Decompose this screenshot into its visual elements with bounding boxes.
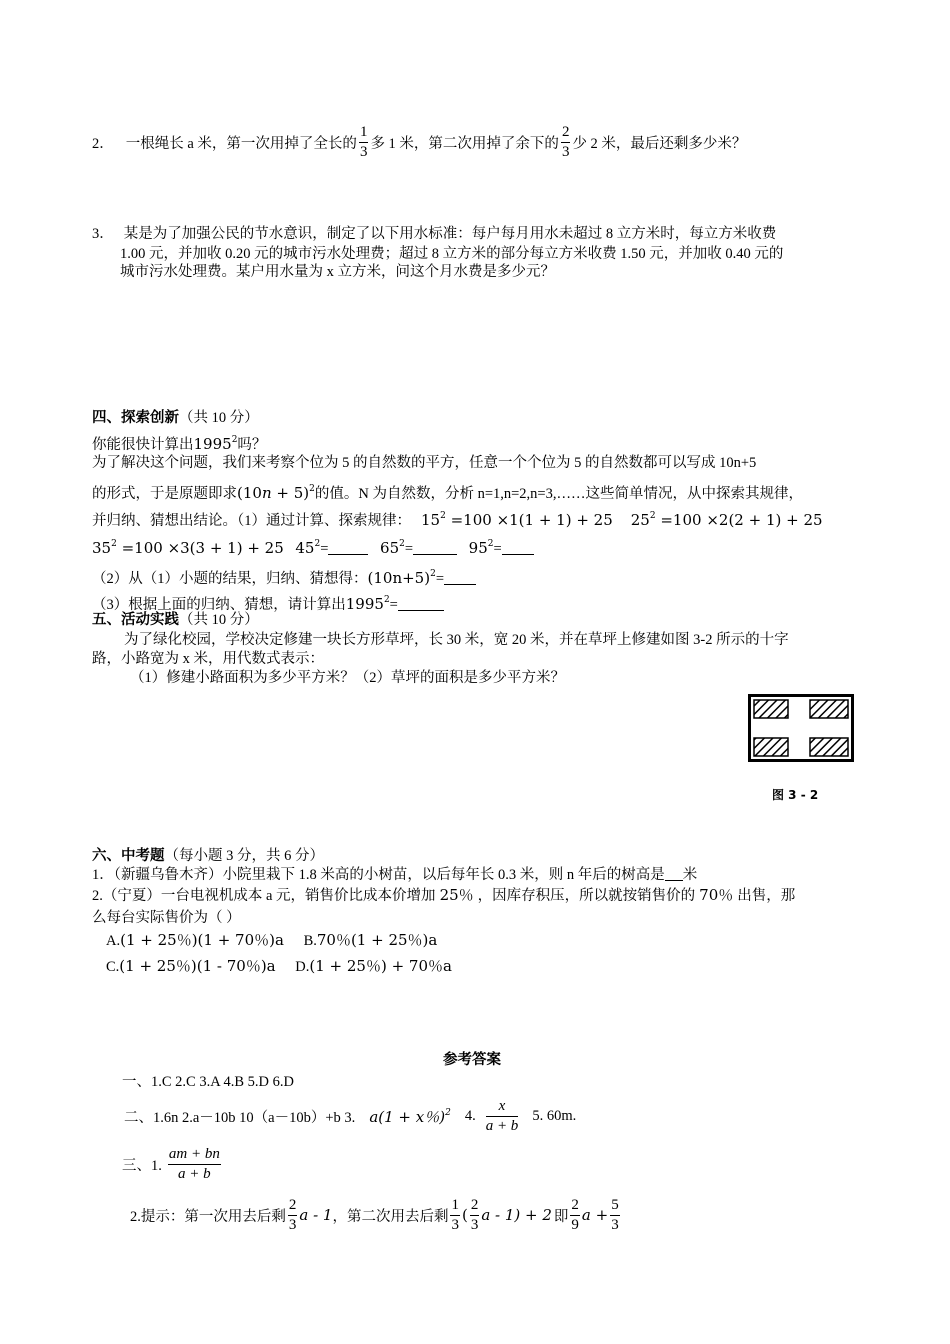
options-row-2: [106, 956, 452, 977]
answers-hint: [130, 1192, 622, 1238]
math-expr-65: $65^2$: [380, 539, 405, 557]
section-5-line2: 路，小路宽为 x 米，用代数式表示：: [92, 651, 324, 667]
math-expr: 1995$^2$: [345, 595, 390, 613]
equals: =: [320, 541, 329, 557]
math-expr: 1995$^2$: [193, 435, 238, 453]
answers-part-3: [122, 1142, 223, 1186]
answer-blank[interactable]: [665, 866, 683, 881]
lawn-bottom-left: [754, 738, 788, 756]
fraction: $\frac{2}{3}$: [561, 123, 570, 160]
text: 三、1.: [122, 1157, 162, 1174]
answer-blank[interactable]: [502, 540, 534, 555]
percent-value: 70％: [699, 886, 734, 904]
lawn-bottom-right: [810, 738, 848, 756]
question-text: 某是为了加强公民的节水意识，制定了以下用水标准：每户每月用水未超过 8 立方米时，每立方米收费: [123, 226, 777, 242]
fraction: $\frac{1}{3}$: [359, 123, 368, 160]
equals: =: [435, 571, 444, 587]
fraction: $\frac{2}{9}$: [571, 1196, 579, 1233]
math-expr-35: $35^2 =100 \times 3(3 + 1) + 25$: [92, 539, 284, 557]
section-6-q2: [92, 885, 795, 906]
math-expr: a(1 + x％)$^2$: [369, 1107, 451, 1126]
text: 吗？: [237, 437, 267, 453]
question-text: 多 1 米，第二次用掉了余下的: [370, 135, 559, 152]
text: 米: [682, 867, 698, 883]
equals: =: [389, 597, 398, 613]
math-expr: a - 1) + 2: [481, 1206, 552, 1224]
section-score: （共 10 分）: [179, 612, 259, 628]
math-expr: (: [461, 1206, 468, 1224]
question-number: 3．: [92, 226, 114, 242]
text: （2）从（1）小题的结果，归纳、猜想得：: [92, 571, 368, 587]
math-expr-45: $45^2$: [295, 539, 321, 557]
fraction: $\frac{2}{3}$: [288, 1196, 297, 1233]
text: 的值。N 为自然数，分析 n=1,n=2,n=3,……这些简单情况，从中探索其规律，: [314, 486, 803, 502]
text: 1．（新疆乌鲁木齐）小院里栽下 1.8 米高的小树苗，以后每年长 0.3 米，则 n 年后的树高是: [92, 867, 665, 883]
lawn-top-left: [754, 700, 788, 718]
option-a[interactable]: A.(1 + 25％)(1 + 70％)a: [106, 931, 284, 949]
fraction: $\frac{am + bn}{a + b}$: [168, 1145, 220, 1182]
question-number: 2．: [92, 135, 114, 152]
option-d[interactable]: D.(1 + 25％) + 70％a: [295, 957, 452, 975]
text: 4.: [464, 1107, 476, 1124]
section-score: （每小题 3 分，共 6 分）: [164, 848, 324, 864]
fraction: $\frac{5}{3}$: [611, 1196, 619, 1233]
question-text: 少 2 米，最后还剩多少米？: [572, 135, 747, 152]
section-title: 四、探索创新: [92, 410, 179, 426]
section-4-line2: 为了解决这个问题，我们来考察个位为 5 的自然数的平方，任意一个个位为 5 的自然数都可以写成 10n+5: [92, 455, 757, 471]
text: 你能很快计算出: [92, 437, 194, 453]
text: 2.（宁夏）一台电视机成本 a 元，销售价比成本价增加: [92, 888, 436, 904]
math-expr: $(10n+5)^2$: [367, 569, 436, 587]
equals: =: [404, 541, 414, 557]
question-3-line3: 城市污水处理费。某户用水量为 x 立方米，问这个月水费是多少元？: [120, 264, 555, 280]
lawn-top-right: [810, 700, 848, 718]
section-4-line5: [92, 534, 534, 559]
section-6-heading: [92, 846, 324, 866]
question-text: 一根绳长 a 米，第一次用掉了全长的: [125, 135, 357, 152]
section-5-line1: 为了绿化校园，学校决定修建一块长方形草坪，长 30 米，宽 20 米，并在草坪上修建如图 3-2 所示的十字: [124, 632, 789, 648]
section-6-q1: [92, 865, 697, 885]
math-expr: a - 1: [299, 1206, 333, 1224]
text: 5. 60m.: [532, 1107, 577, 1124]
text: 2.提示：第一次用去后剩: [130, 1208, 286, 1225]
text: ，因库存积压，所以就按销售价的: [477, 888, 696, 904]
figure-caption: 图 3 - 2: [772, 788, 819, 802]
equals: =: [493, 541, 502, 557]
question-3-line2: 1.00 元，并加收 0.20 元的城市污水处理费；超过 8 立方米的部分每立方米收费 1.50 元，并加收 0.40 元的: [120, 246, 784, 262]
section-score: （共 10 分）: [179, 410, 259, 426]
option-c[interactable]: C.(1 + 25％)(1 - 70％)a: [106, 957, 276, 975]
section-5-line3: （1）修建小路面积为多少平方米？（2）草坪的面积是多少平方米？: [130, 670, 565, 686]
fraction: $\frac{x}{a + b}$: [485, 1097, 519, 1134]
text: 的形式，于是原题即求: [92, 486, 237, 502]
answer-blank[interactable]: [413, 540, 457, 555]
option-b[interactable]: B.70％(1 + 25％)a: [303, 931, 438, 949]
text: ，第二次用去后剩: [332, 1208, 449, 1225]
section-4-line6: [92, 564, 476, 589]
figure-3-2: [748, 694, 854, 762]
text: 二、1.6n 2.a－10b 10（a－10b）+b 3.: [124, 1109, 356, 1126]
question-2: [92, 120, 746, 164]
section-4-heading: [92, 408, 259, 428]
percent-value: 25％: [439, 886, 474, 904]
question-3: [92, 224, 776, 244]
math-expr-25: $25^2 =100 \times 2(2 + 1) + 25$: [630, 511, 823, 529]
answers-part-1: 一、1.C 2.C 3.A 4.B 5.D 6.D: [122, 1074, 295, 1090]
section-4-line1: [92, 430, 266, 455]
options-row-1: [106, 930, 437, 951]
section-title: 六、中考题: [92, 848, 165, 864]
section-6-q2-line2: 么每台实际售价为（ ）: [92, 910, 241, 926]
text: 并归纳、猜想出结论。（1）通过计算、探索规律：: [92, 513, 411, 529]
math-expr-15: $15^2 =100 \times 1(1 + 1) + 25$: [421, 511, 613, 529]
answer-blank[interactable]: [444, 570, 476, 585]
answer-blank[interactable]: [328, 540, 368, 555]
text: （3）根据上面的归纳、猜想，请计算出: [92, 597, 346, 613]
section-5-heading: [92, 610, 259, 630]
text: 即: [553, 1208, 569, 1225]
fraction: $\frac{2}{3}$: [470, 1196, 479, 1233]
math-expr-95: $95^2$: [468, 539, 494, 557]
fraction: $\frac{1}{3}$: [451, 1196, 459, 1233]
section-4-line4: [92, 506, 823, 531]
math-expr: a +: [581, 1206, 609, 1224]
answers-title: 参考答案: [443, 1052, 501, 1068]
math-expr: $(10n + 5)^2$: [237, 484, 315, 502]
section-4-line3: [92, 479, 803, 504]
answers-part-2: [124, 1094, 576, 1138]
text: 出售，那: [737, 888, 796, 904]
section-title: 五、活动实践: [92, 612, 179, 628]
answer-blank[interactable]: [398, 596, 444, 611]
cross-path-figure: [748, 694, 854, 762]
